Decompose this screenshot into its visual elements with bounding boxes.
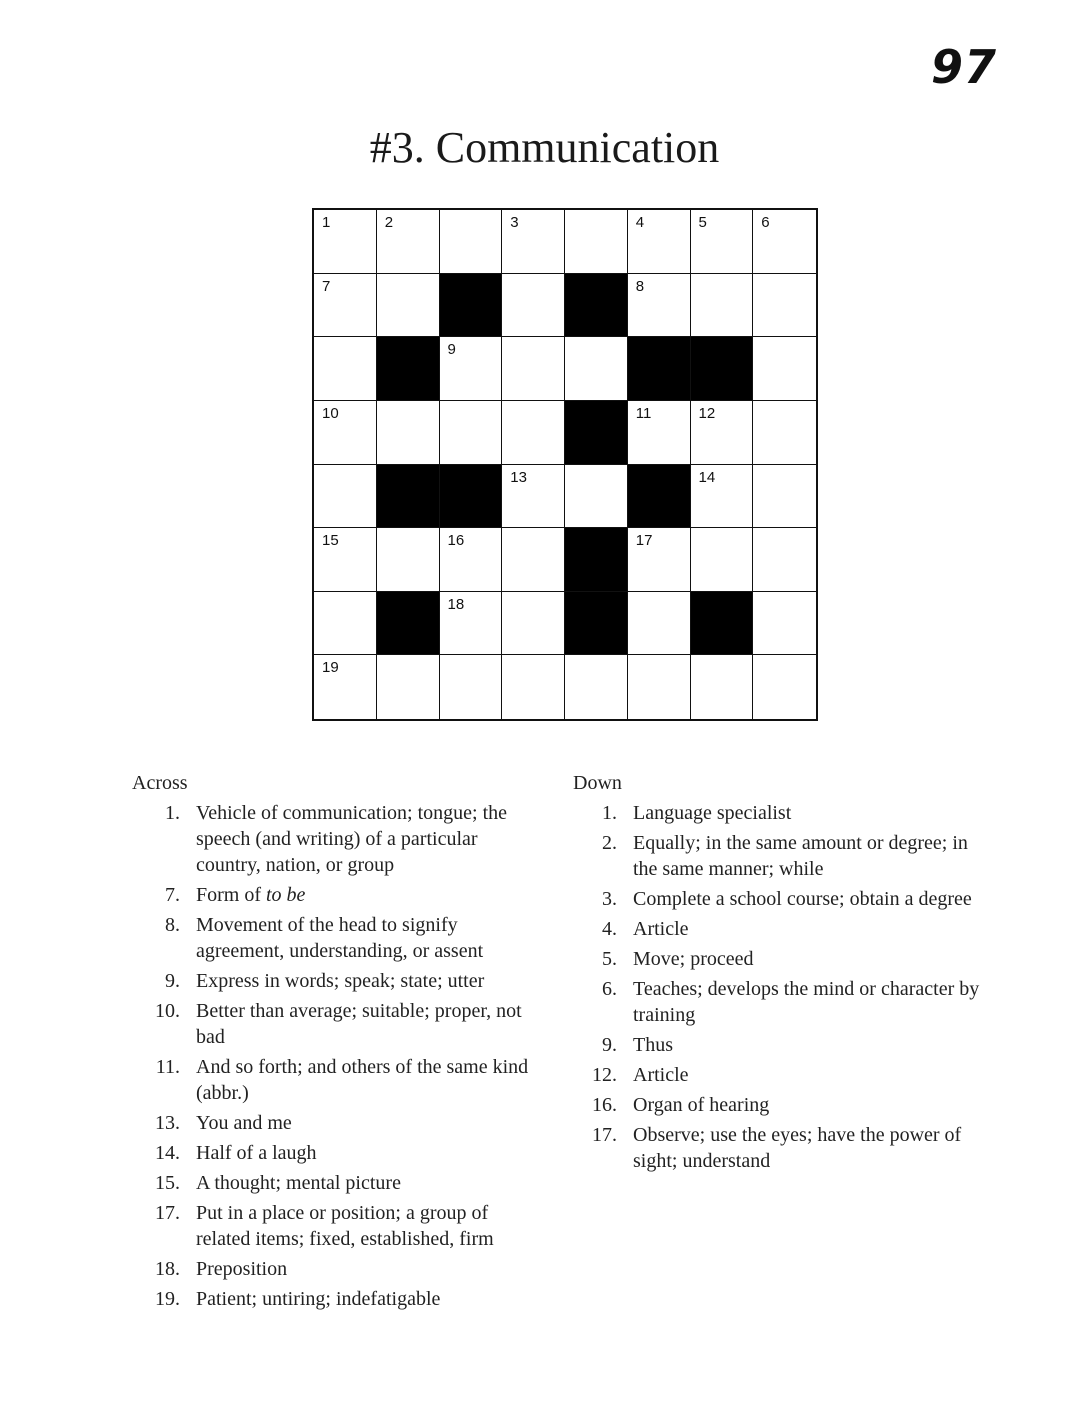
- clue-number: 6.: [602, 978, 617, 1000]
- clue-text: Article: [633, 1064, 689, 1086]
- clue-number: 11.: [155, 1056, 180, 1078]
- grid-cell[interactable]: [440, 210, 503, 274]
- grid-cell-black: [377, 592, 440, 656]
- grid-cell[interactable]: [377, 401, 440, 465]
- across-clue: [132, 1256, 532, 1282]
- across-clue: [132, 1200, 532, 1252]
- clue-text: Form of to be: [196, 884, 306, 906]
- clue-text: Thus: [633, 1034, 673, 1056]
- clue-text: You and me: [196, 1112, 292, 1134]
- grid-cell[interactable]: [628, 210, 691, 274]
- clue-text: Patient; untiring; indefatigable: [196, 1288, 441, 1310]
- grid-cell[interactable]: [691, 528, 754, 592]
- grid-cell[interactable]: [753, 210, 816, 274]
- clue-text: Preposition: [196, 1258, 288, 1280]
- grid-cell[interactable]: [377, 210, 440, 274]
- grid-cell[interactable]: [502, 592, 565, 656]
- cell-number: 7: [322, 277, 331, 295]
- grid-cell-black: [377, 465, 440, 529]
- clue-number: 3.: [602, 888, 617, 910]
- grid-cell[interactable]: [314, 465, 377, 529]
- cell-number: 15: [322, 532, 339, 550]
- across-clue: [132, 968, 532, 994]
- grid-cell[interactable]: [628, 274, 691, 338]
- grid-cell[interactable]: [753, 528, 816, 592]
- clue-text: Article: [633, 918, 689, 940]
- clue-text: Half of a laugh: [196, 1142, 317, 1164]
- down-clue: [573, 800, 993, 826]
- cell-number: 12: [698, 404, 716, 422]
- cell-number: 14: [698, 468, 716, 486]
- clue-text: Observe; use the eyes; have the power of sight; understand: [633, 1124, 962, 1172]
- grid-cell[interactable]: [314, 210, 377, 274]
- clue-text: Complete a school course; obtain a degree: [633, 888, 972, 910]
- grid-cell[interactable]: [753, 465, 816, 529]
- across-heading: Across: [132, 772, 188, 794]
- across-clue: [132, 1286, 532, 1312]
- grid-cell[interactable]: [440, 528, 503, 592]
- grid-cell[interactable]: [314, 337, 377, 401]
- down-clue: [573, 1062, 993, 1088]
- crossword-grid: [312, 208, 818, 721]
- down-clue: [573, 886, 993, 912]
- clue-number: 15.: [155, 1172, 180, 1194]
- grid-cell[interactable]: [314, 274, 377, 338]
- clue-number: 10.: [155, 1000, 180, 1022]
- cell-number: 6: [761, 214, 770, 231]
- grid-cell[interactable]: [565, 465, 628, 529]
- clue-text: Language specialist: [633, 802, 792, 824]
- clue-text: Better than average; suitable; proper, not bad: [196, 1000, 522, 1048]
- grid-cell[interactable]: [377, 655, 440, 719]
- grid-cell[interactable]: [691, 274, 754, 338]
- clue-text: Express in words; speak; state; utter: [196, 970, 485, 992]
- clue-number: 18.: [155, 1258, 180, 1280]
- clue-text: Organ of hearing: [633, 1094, 770, 1116]
- across-clues: [132, 770, 532, 1316]
- grid-cell[interactable]: [502, 337, 565, 401]
- clue-number: 7.: [165, 884, 180, 906]
- grid-cell-black: [565, 401, 628, 465]
- down-clue: [573, 830, 993, 882]
- across-clue: [132, 1054, 532, 1106]
- clue-number: 17.: [155, 1202, 180, 1224]
- clue-number: 17.: [592, 1124, 617, 1146]
- clue-number: 9.: [602, 1034, 617, 1056]
- grid-cell[interactable]: [502, 274, 565, 338]
- cell-number: 18: [447, 595, 465, 613]
- clue-text: Teaches; develops the mind or character by training: [633, 978, 980, 1026]
- down-clue: [573, 976, 993, 1028]
- clue-number: 9.: [165, 970, 180, 992]
- clue-number: 1.: [165, 802, 180, 824]
- down-heading: Down: [573, 772, 622, 794]
- grid-cell[interactable]: [314, 592, 377, 656]
- grid-cell[interactable]: [753, 592, 816, 656]
- grid-cell[interactable]: [691, 401, 754, 465]
- grid-cell-black: [565, 274, 628, 338]
- down-clue: [573, 1032, 993, 1058]
- grid-cell[interactable]: [440, 337, 503, 401]
- cell-number: 3: [510, 214, 519, 231]
- clue-text: And so forth; and others of the same kind (abbr.): [196, 1056, 529, 1104]
- clue-text: Equally; in the same amount or degree; in the same manner; while: [633, 832, 968, 880]
- grid-cell[interactable]: [377, 274, 440, 338]
- cell-number: 19: [322, 659, 339, 677]
- grid-cell-black: [691, 592, 754, 656]
- across-clue: [132, 1140, 532, 1166]
- down-clues: [573, 770, 993, 1178]
- clue-text: Put in a place or position; a group of related items; fixed, established, firm: [196, 1202, 494, 1250]
- grid-cell[interactable]: [691, 210, 754, 274]
- grid-cell[interactable]: [502, 401, 565, 465]
- grid-cell[interactable]: [628, 655, 691, 719]
- clue-text: Move; proceed: [633, 948, 754, 970]
- grid-cell[interactable]: [314, 655, 377, 719]
- cell-number: 11: [635, 404, 652, 422]
- clue-text: Movement of the head to signify agreement, understanding, or assent: [196, 914, 484, 962]
- clue-number: 5.: [602, 948, 617, 970]
- across-clue: [132, 1110, 532, 1136]
- grid-cell[interactable]: [565, 210, 628, 274]
- across-clue: [132, 912, 532, 964]
- down-clue: [573, 916, 993, 942]
- down-clue: [573, 946, 993, 972]
- cell-number: 13: [510, 468, 527, 486]
- clue-number: 12.: [592, 1064, 617, 1086]
- grid-cell[interactable]: [502, 465, 565, 529]
- grid-cell[interactable]: [753, 274, 816, 338]
- grid-cell[interactable]: [753, 337, 816, 401]
- clue-number: 16.: [592, 1094, 617, 1116]
- down-clue: [573, 1092, 993, 1118]
- grid-cell-black: [565, 528, 628, 592]
- cell-number: 1: [322, 214, 331, 231]
- clue-number: 13.: [155, 1112, 180, 1134]
- grid-cell[interactable]: [314, 401, 377, 465]
- puzzle-title: #3. Communication: [369, 123, 720, 172]
- grid-cell-black: [691, 337, 754, 401]
- grid-cell-black: [377, 337, 440, 401]
- grid-cell[interactable]: [440, 401, 503, 465]
- clue-number: 2.: [602, 832, 617, 854]
- clue-number: 4.: [602, 918, 617, 940]
- grid-cell-black: [440, 274, 503, 338]
- across-clue-list: [132, 800, 532, 1312]
- grid-cell-black: [628, 337, 691, 401]
- grid-cell[interactable]: [753, 655, 816, 719]
- cell-number: 8: [635, 277, 645, 295]
- grid-cell[interactable]: [565, 337, 628, 401]
- grid-cell[interactable]: [440, 592, 503, 656]
- cell-number: 4: [635, 214, 645, 231]
- grid-cell[interactable]: [440, 655, 503, 719]
- across-clue: [132, 882, 532, 908]
- grid-cell[interactable]: [377, 528, 440, 592]
- grid-cell[interactable]: [502, 528, 565, 592]
- grid-cell[interactable]: [628, 528, 691, 592]
- clue-number: 8.: [165, 914, 180, 936]
- clue-text: Vehicle of communication; tongue; the speech (and writing) of a particular country, nation, or group: [196, 802, 508, 876]
- grid-cell[interactable]: [314, 528, 377, 592]
- cell-number: 16: [447, 532, 465, 550]
- grid-cell-black: [440, 465, 503, 529]
- page-number: 97: [930, 40, 997, 94]
- clue-number: 19.: [155, 1288, 180, 1310]
- clue-number: 14.: [155, 1142, 180, 1164]
- clue-number: 1.: [602, 802, 617, 824]
- across-clue: [132, 998, 532, 1050]
- cell-number: 17: [635, 532, 653, 550]
- down-clue-list: [573, 800, 993, 1174]
- grid-cell[interactable]: [628, 401, 691, 465]
- cell-number: 10: [322, 404, 339, 422]
- grid-cell[interactable]: [753, 401, 816, 465]
- cell-number: 2: [384, 214, 394, 231]
- grid-cell[interactable]: [502, 655, 565, 719]
- cell-number: 5: [698, 214, 707, 231]
- across-clue: [132, 800, 532, 878]
- grid-cell-black: [628, 465, 691, 529]
- grid-cell-black: [565, 592, 628, 656]
- down-clue: [573, 1122, 993, 1174]
- across-clue: [132, 1170, 532, 1196]
- grid-cell[interactable]: [691, 465, 754, 529]
- cell-number: 9: [447, 341, 456, 359]
- grid-cell[interactable]: [691, 655, 754, 719]
- grid-cell[interactable]: [502, 210, 565, 274]
- clue-text: A thought; mental picture: [196, 1172, 401, 1194]
- grid-cell[interactable]: [565, 655, 628, 719]
- grid-cell[interactable]: [628, 592, 691, 656]
